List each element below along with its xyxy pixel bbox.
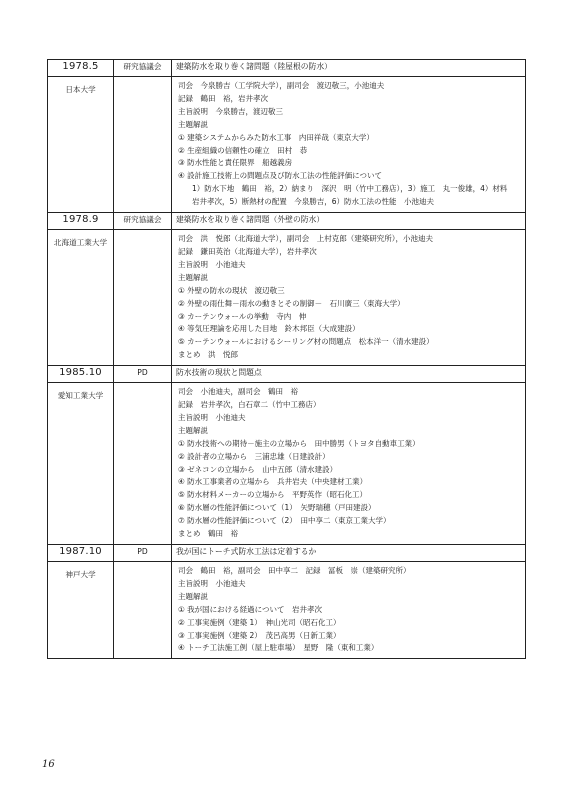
session-line: 1）防水下地 鶴田 裕，2）納まり 深沢 明（竹中工務店），3）施工 丸一俊雄，4）材料 岩井孝次，5）断熱材の配置 今泉勝吉，6）防水工法の性能 小池迪夫 xyxy=(192,184,515,207)
session-type-spacer xyxy=(114,77,172,213)
session-line: ③ 防水性能と責任限界 船越義房 xyxy=(178,158,293,168)
session-type-cell xyxy=(114,545,172,562)
session-line: 司会 鶴田 裕，副司会 田中享二 記録 冨板 崇（建築研究所） xyxy=(178,566,411,575)
session-line: ③ ゼネコンの立場から 山中五郎（清水建設） xyxy=(178,464,338,474)
session-type-cell xyxy=(114,213,172,230)
session-line: ⑤ カーテンウォールにおけるシーリング材の問題点 松本洋一（清水建設） xyxy=(178,337,434,347)
session-venue-cell xyxy=(48,77,114,213)
session-lines xyxy=(172,230,525,365)
session-type: 研究協議会 xyxy=(123,215,162,225)
sessions-body xyxy=(48,60,526,659)
session-date-cell xyxy=(48,213,114,230)
session-line: ① 防水技術への期待－施主の立場から 田中勝男（トヨタ自動車工業） xyxy=(178,438,420,448)
session-header-row xyxy=(48,366,526,383)
session-detail-row xyxy=(48,562,526,659)
session-line: 主題解説 xyxy=(178,272,208,282)
session-lines-cell xyxy=(172,230,526,366)
session-lines xyxy=(172,383,525,544)
session-line: 主旨説明 小池迪夫 xyxy=(178,412,246,422)
session-lines-cell xyxy=(172,77,526,213)
session-lines-cell xyxy=(172,562,526,659)
session-line: ② 生産組織の信頼性の確立 田村 恭 xyxy=(178,145,308,155)
session-venue-cell xyxy=(48,562,114,659)
session-line: 主題解説 xyxy=(178,119,208,129)
session-line: ① 建築システムからみた防水工事 内田祥哉（東京大学） xyxy=(178,132,374,142)
session-venue: 日本大学 xyxy=(65,85,96,94)
session-title: 防水技術の現状と問題点 xyxy=(176,368,262,378)
session-line: ④ 設計施工技術上の問題点及び防水工法の性能評価について xyxy=(178,171,382,181)
session-line: ⑥ 防水層の性能評価について（1） 矢野瑞穂（戸田建設） xyxy=(178,503,376,513)
session-type: 研究協議会 xyxy=(123,62,162,71)
session-line: 司会 洪 悦郎（北海道大学），副司会 上村克郎（建築研究所），小池迪夫 xyxy=(178,234,433,244)
session-line: ① 外壁の防水の現状 渡辺敬三 xyxy=(178,285,285,295)
session-lines xyxy=(172,77,525,212)
session-type: PD xyxy=(137,547,148,556)
session-title-cell xyxy=(172,545,526,562)
session-type-cell xyxy=(114,366,172,383)
session-date: 1978.5 xyxy=(62,61,99,72)
session-line: ⑦ 防水層の性能評価について（2） 田中享二（東京工業大学） xyxy=(178,516,391,526)
session-date: 1987.10 xyxy=(59,546,102,557)
session-lines-cell xyxy=(172,383,526,545)
session-type-spacer xyxy=(114,383,172,545)
sessions-sheet xyxy=(47,59,525,659)
session-date-cell xyxy=(48,366,114,383)
session-venue: 北海道工業大学 xyxy=(53,238,108,248)
session-line: ② 工事実施例（建築 1） 神山光司（昭石化工） xyxy=(178,617,341,627)
session-venue: 愛知工業大学 xyxy=(57,391,104,401)
session-line: まとめ 鶴田 裕 xyxy=(178,529,238,539)
session-type-spacer xyxy=(114,562,172,659)
session-line: ⑤ 防水材料メーカーの立場から 平野英作（昭石化工） xyxy=(178,490,367,500)
session-venue-cell xyxy=(48,383,114,545)
session-date-cell xyxy=(48,60,114,77)
session-line: 記録 鎌田英治（北海道大学），岩井孝次 xyxy=(178,246,317,256)
session-line: 主旨説明 小池迪夫 xyxy=(178,578,246,588)
page-number: 16 xyxy=(42,759,55,770)
session-line: 主題解説 xyxy=(178,591,208,601)
session-venue-cell xyxy=(48,230,114,366)
session-lines xyxy=(172,562,525,658)
session-date: 1985.10 xyxy=(59,367,102,379)
session-header-row xyxy=(48,545,526,562)
session-line: ② 設計者の立場から 三浦忠雄（日建設計） xyxy=(178,451,330,461)
session-venue: 神戸大学 xyxy=(65,570,96,579)
session-date-cell xyxy=(48,545,114,562)
session-title-cell xyxy=(172,366,526,383)
session-detail-row xyxy=(48,383,526,545)
session-line: ④ 防水工事業者の立場から 兵井岩夫（中央建材工業） xyxy=(178,477,368,487)
sessions-table xyxy=(47,59,526,659)
session-line: 主旨説明 今泉勝吉，渡辺敬三 xyxy=(178,106,283,116)
session-line: ③ 工事実施例（建築 2） 茂呂高男（日新工業） xyxy=(178,630,341,640)
session-line: 記録 鶴田 裕，岩井孝次 xyxy=(178,93,268,103)
session-line: 記録 岩井孝次，白石章二（竹中工務店） xyxy=(178,400,321,410)
session-detail-row xyxy=(48,230,526,366)
session-line: ④ 等気圧理論を応用した目地 鈴木邦臣（大成建設） xyxy=(178,324,360,334)
session-line: 主題解説 xyxy=(178,425,208,435)
session-line: まとめ 洪 悦郎 xyxy=(178,350,238,360)
session-type: PD xyxy=(137,368,148,378)
session-title-cell xyxy=(172,60,526,77)
session-header-row xyxy=(48,60,526,77)
session-title: 建築防水を取り巻く諸問題（外壁の防水） xyxy=(176,215,325,225)
session-title: 我が国にトーチ式防水工法は定着するか xyxy=(176,547,317,556)
session-line: ① 我が国における経過について 岩井孝次 xyxy=(178,604,322,614)
session-date: 1978.9 xyxy=(62,214,99,226)
session-title: 建築防水を取り巻く諸問題（陸屋根の防水） xyxy=(176,62,332,71)
session-detail-row xyxy=(48,77,526,213)
session-line: ③ カーテンウォールの挙動 寺内 伸 xyxy=(178,311,307,321)
session-line: 司会 小池迪夫，副司会 鶴田 裕 xyxy=(178,387,298,397)
session-line: ④ トーチ工法施工例（屋上駐車場） 星野 隆（東和工業） xyxy=(178,643,379,653)
session-header-row xyxy=(48,213,526,230)
session-title-cell xyxy=(172,213,526,230)
session-line: 司会 今泉勝吉（工学院大学），副司会 渡辺敬三，小池迪夫 xyxy=(178,81,385,90)
session-type-spacer xyxy=(114,230,172,366)
session-line: 主旨説明 小池迪夫 xyxy=(178,259,246,269)
session-type-cell xyxy=(114,60,172,77)
session-line: ② 外壁の雨仕舞－雨水の動きとその制御－ 石川廣三（東海大学） xyxy=(178,298,405,308)
